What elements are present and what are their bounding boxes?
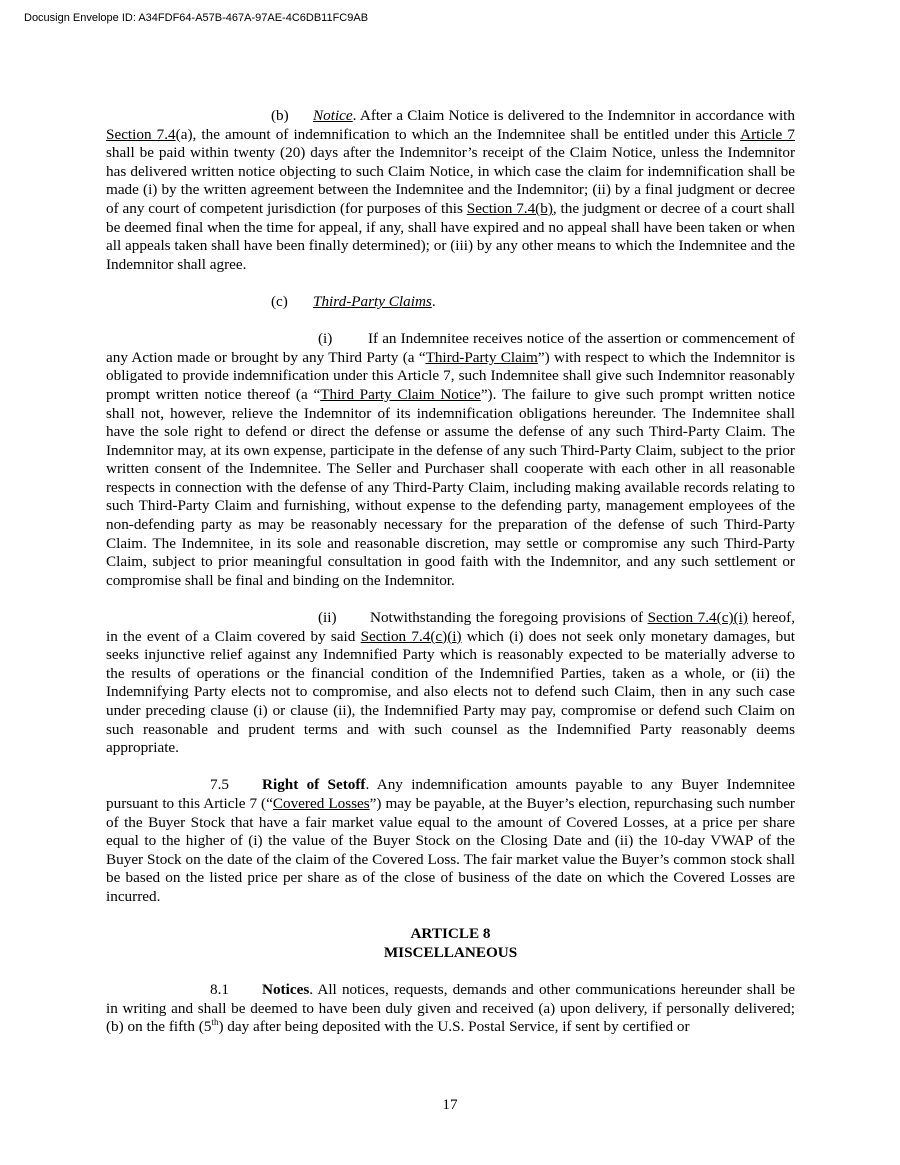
clause-heading: Notice: [313, 107, 353, 124]
section-heading: Notices: [262, 980, 310, 998]
clause-heading: Third-Party Claims: [313, 292, 432, 310]
defined-term: Covered Losses: [272, 794, 370, 812]
article-subtitle: MISCELLANEOUS: [383, 943, 518, 961]
document-page: [106, 107, 795, 1037]
clause-label: (ii): [318, 609, 337, 627]
page-number: 17: [442, 1096, 458, 1113]
clause-label: (i): [318, 330, 333, 348]
section-reference: Section 7.4(b): [466, 199, 553, 217]
section-number: 7.5: [210, 776, 229, 794]
article-title: ARTICLE 8: [410, 925, 491, 943]
clause-label: (b): [271, 107, 289, 124]
ordinal-suffix: th: [211, 1017, 219, 1028]
section-reference: Section 7.4(c)(i): [360, 627, 462, 645]
section-8-1: 8.1 Notices. All notices, requests, demands and other communications hereunder shall be in writing and shall be deemed to have been duly given and received (a) upon delivery, if personally delivered; (b) on the fifth (5th) day after being deposited with the U.S. Postal Service, if sent by certified or: [106, 980, 795, 1036]
section-number: 8.1: [210, 980, 229, 998]
paragraph-7-4-b: (b) Notice. After a Claim Notice is delivered to the Indemnitor in accordance with Section 7.4(a), the amount of indemnification to which an the Indemnitee shall be entitled under this Article 7 shall be paid within twenty (20) days after the Indemnitor’s receipt of the Claim Notice, unless the Indemnitor has delivered written notice objecting to such Claim Notice, in which case the claim for indemnification shall be made (i) by the written agreement between the Indemnitee and the Indemnitor; (ii) by a final judgment or decree of any court of competent jurisdiction (for purposes of this Section 7.4(b), the judgment or decree of a court shall be deemed final when the time for appeal, if any, shall have expired and no appeal shall have been taken or when all appeals taken shall have been finally determined); or (iii) by any other means to which the Indemnitee and the Indemnitor shall agree.: [106, 107, 795, 273]
defined-term: Third-Party Claim: [425, 348, 538, 366]
paragraph-7-4-c-i: (i) If an Indemnitee receives notice of the assertion or commencement of any Action made or brought by any Third Party (a “Third-Party Claim”) with respect to which the Indemnitor is obligated to provide indemnification under this Article 7, such Indemnitee shall give such Indemnitor reasonably prompt written notice thereof (a “Third Party Claim Notice”). The failure to give such prompt written notice shall not, however, relieve the Indemnitor of its indemnification obligations hereunder. The Indemnitee shall have the sole right to defend or direct the defense or assume the defense of any such Third-Party Claim. The Indemnitor may, at its own expense, participate in the defense of any such Third-Party Claim, subject to the prior written consent of the Indemnitee. The Seller and Purchaser shall cooperate with each other in all reasonable respects in connection with the defense of any Third-Party Claim, including making available records relating to such Third-Party Claim and furnishing, without expense to the defending party, management employees of the non-defending party as may be reasonably necessary for the preparation of the defense of such Third-Party Claim. The Indemnitee, in its sole and reasonable discretion, may settle or compromise any such Third-Party Claim, subject to prior meaningful consultation in good faith with the Indemnitor, and any such settlement or compromise shall be final and binding on the Indemnitor.: [106, 330, 796, 589]
article-reference: Article 7: [740, 125, 795, 143]
section-reference: Section 7.4(c)(i): [647, 609, 748, 627]
paragraph-7-4-c: (c) Third-Party Claims.: [271, 292, 436, 310]
envelope-id: Docusign Envelope ID: A34FDF64-A57B-467A-97AE-4C6DB11FC9AB: [24, 12, 369, 24]
section-7-5: 7.5 Right of Setoff. Any indemnification amounts payable to any Buyer Indemnitee pursuant to this Article 7 (“Covered Losses”) may be payable, at the Buyer’s election, repurchasing such number of the Buyer Stock that have a fair market value equal to the amount of Covered Losses, at a price per share equal to the higher of (i) the value of the Buyer Stock on the Closing Date and (ii) the 10-day VWAP of the Buyer Stock on the date of the claim of the Covered Loss. The fair market value the Buyer’s common stock shall be based on the listed price per share as of the close of business of the date on which the Covered Losses are incurred.: [106, 776, 795, 905]
section-reference: Section 7.4: [106, 125, 176, 143]
clause-label: (c): [271, 292, 288, 310]
section-heading: Right of Setoff: [262, 776, 366, 794]
defined-term: Third Party Claim Notice: [320, 385, 481, 403]
paragraph-7-4-c-ii: (ii) Notwithstanding the foregoing provisions of Section 7.4(c)(i) hereof, in the event of a Claim covered by said Section 7.4(c)(i) which (i) does not seek only monetary damages, but seeks injunctive relief against any Indemnified Party which is reasonably expected to be materially adverse to the results of operations or the financial condition of the Indemnified Parties, taken as a whole, or (ii) the Indemnifying Party elects not to compromise, and also elects not to defend such Claim, then in any such case under preceding clause (i) or clause (ii), the Indemnified Party may pay, compromise or defend such Claim on such reasonable and prudent terms and with such counsel as the Indemnified Party reasonably deems appropriate.: [106, 609, 796, 757]
